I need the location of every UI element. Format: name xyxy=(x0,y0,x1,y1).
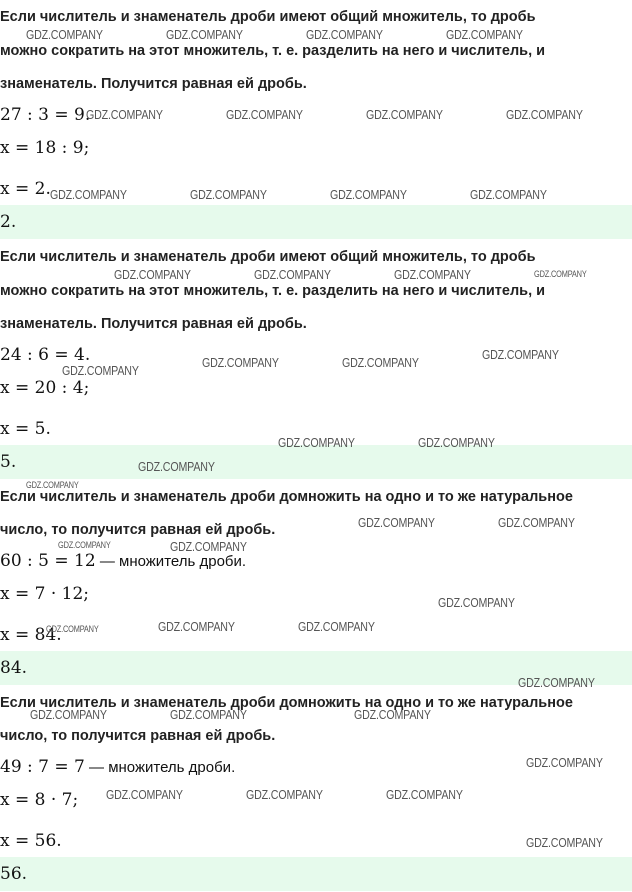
watermark: GDZ.COMPANY xyxy=(166,27,243,42)
solution-step: x = 20 : 4; xyxy=(0,378,90,398)
watermark: GDZ.COMPANY xyxy=(298,619,375,634)
solution-step: x = 7 · 12; xyxy=(0,584,90,604)
rule-text-line: знаменатель. Получится равная ей дробь. xyxy=(0,316,307,332)
watermark: GDZ.COMPANY xyxy=(170,539,247,554)
answer-box xyxy=(0,205,632,239)
rule-text-line: Если числитель и знаменатель дроби домножить на одно и то же натуральное xyxy=(0,489,573,505)
solution-step xyxy=(0,757,235,778)
watermark: GDZ.COMPANY xyxy=(226,107,303,122)
solution-step: x = 56. xyxy=(0,831,62,851)
watermark: GDZ.COMPANY xyxy=(358,515,435,530)
watermark: GDZ.COMPANY xyxy=(366,107,443,122)
watermark: GDZ.COMPANY xyxy=(86,107,163,122)
rule-text-line: число, то получится равная ей дробь. xyxy=(0,728,276,744)
solution-step: x = 18 : 9; xyxy=(0,138,90,158)
watermark: GDZ.COMPANY xyxy=(114,267,191,282)
step-note: — множитель дроби. xyxy=(84,759,236,776)
watermark: GDZ.COMPANY xyxy=(138,459,215,474)
watermark: GDZ.COMPANY xyxy=(518,675,595,690)
solution-step: 24 : 6 = 4. xyxy=(0,345,91,365)
watermark: GDZ.COMPANY xyxy=(190,187,267,202)
solution-step: x = 8 · 7; xyxy=(0,790,79,810)
answer-value: 5. xyxy=(0,452,17,472)
watermark: GDZ.COMPANY xyxy=(106,787,183,802)
watermark: GDZ.COMPANY xyxy=(50,187,127,202)
step-note: — множитель дроби. xyxy=(95,553,247,570)
watermark: GDZ.COMPANY xyxy=(46,624,99,634)
watermark: GDZ.COMPANY xyxy=(534,269,587,279)
solution-step xyxy=(0,551,246,572)
watermark: GDZ.COMPANY xyxy=(342,355,419,370)
watermark: GDZ.COMPANY xyxy=(386,787,463,802)
watermark: GDZ.COMPANY xyxy=(158,619,235,634)
answer-box xyxy=(0,445,632,479)
watermark: GDZ.COMPANY xyxy=(170,707,247,722)
watermark: GDZ.COMPANY xyxy=(58,540,111,550)
watermark: GDZ.COMPANY xyxy=(482,347,559,362)
answer-value: 56. xyxy=(0,864,28,884)
watermark: GDZ.COMPANY xyxy=(306,27,383,42)
watermark: GDZ.COMPANY xyxy=(354,707,431,722)
watermark: GDZ.COMPANY xyxy=(394,267,471,282)
watermark: GDZ.COMPANY xyxy=(246,787,323,802)
watermark: GDZ.COMPANY xyxy=(30,707,107,722)
watermark: GDZ.COMPANY xyxy=(498,515,575,530)
watermark: GDZ.COMPANY xyxy=(438,595,515,610)
math-expression: 49 : 7 = 7 xyxy=(0,757,85,777)
answer-value: 84. xyxy=(0,658,28,678)
watermark: GDZ.COMPANY xyxy=(446,27,523,42)
rule-text-line: число, то получится равная ей дробь. xyxy=(0,522,276,538)
solution-step: x = 5. xyxy=(0,419,51,439)
rule-text-line: Если числитель и знаменатель дроби имеют общий множитель, то дробь xyxy=(0,249,536,265)
answer-value: 2. xyxy=(0,212,17,232)
solution-step: 27 : 3 = 9. xyxy=(0,105,91,125)
rule-text-line: Если числитель и знаменатель дроби домножить на одно и то же натуральное xyxy=(0,695,573,711)
watermark: GDZ.COMPANY xyxy=(526,755,603,770)
answer-box xyxy=(0,857,632,891)
rule-text-line: можно сократить на этот множитель, т. е. разделить на него и числитель, и xyxy=(0,43,546,59)
watermark: GDZ.COMPANY xyxy=(202,355,279,370)
watermark: GDZ.COMPANY xyxy=(278,435,355,450)
solution-step: x = 84. xyxy=(0,625,62,645)
watermark: GDZ.COMPANY xyxy=(254,267,331,282)
watermark: GDZ.COMPANY xyxy=(62,363,139,378)
solution-step: x = 2. xyxy=(0,179,51,199)
watermark: GDZ.COMPANY xyxy=(470,187,547,202)
watermark: GDZ.COMPANY xyxy=(26,480,79,490)
watermark: GDZ.COMPANY xyxy=(330,187,407,202)
rule-text-line: можно сократить на этот множитель, т. е. разделить на него и числитель, и xyxy=(0,283,546,299)
math-expression: 60 : 5 = 12 xyxy=(0,551,96,571)
watermark: GDZ.COMPANY xyxy=(26,27,103,42)
watermark: GDZ.COMPANY xyxy=(506,107,583,122)
watermark: GDZ.COMPANY xyxy=(418,435,495,450)
rule-text-line: Если числитель и знаменатель дроби имеют общий множитель, то дробь xyxy=(0,9,536,25)
rule-text-line: знаменатель. Получится равная ей дробь. xyxy=(0,76,307,92)
watermark: GDZ.COMPANY xyxy=(526,835,603,850)
